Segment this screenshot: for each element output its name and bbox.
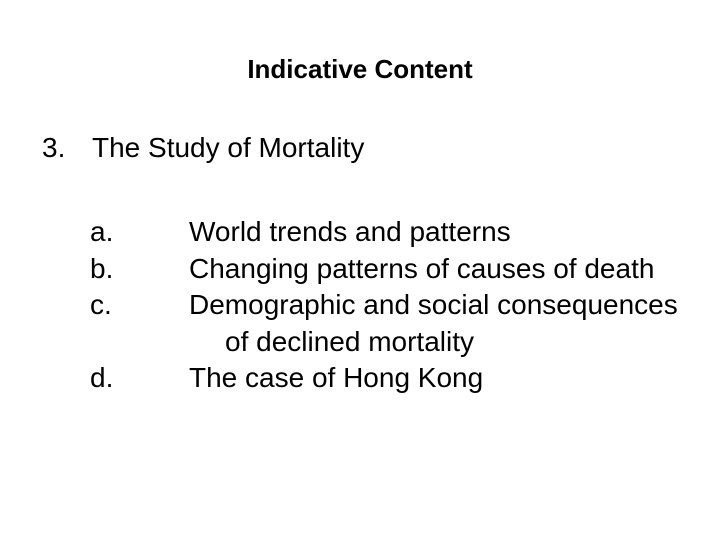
list-item bbox=[90, 360, 690, 397]
slide-title: Indicative Content bbox=[247, 54, 473, 84]
list-item-text: Changing patterns of causes of death bbox=[189, 252, 655, 284]
list-item-text: Demographic and social consequences of declined mortality bbox=[189, 289, 678, 357]
list-item bbox=[90, 251, 690, 288]
section-number: 3. bbox=[42, 132, 66, 163]
list-item-marker: c. bbox=[90, 289, 112, 320]
list-item bbox=[90, 214, 690, 251]
list-item-marker: d. bbox=[90, 362, 114, 393]
list-item-marker: b. bbox=[90, 252, 114, 284]
list-item-text: The case of Hong Kong bbox=[189, 362, 484, 393]
list-item-text: World trends and patterns bbox=[189, 216, 511, 247]
section-title: The Study of Mortality bbox=[92, 132, 365, 163]
topic-list bbox=[90, 214, 690, 397]
list-item bbox=[90, 287, 690, 360]
section-heading bbox=[42, 130, 364, 166]
list-item-marker: a. bbox=[90, 216, 114, 247]
